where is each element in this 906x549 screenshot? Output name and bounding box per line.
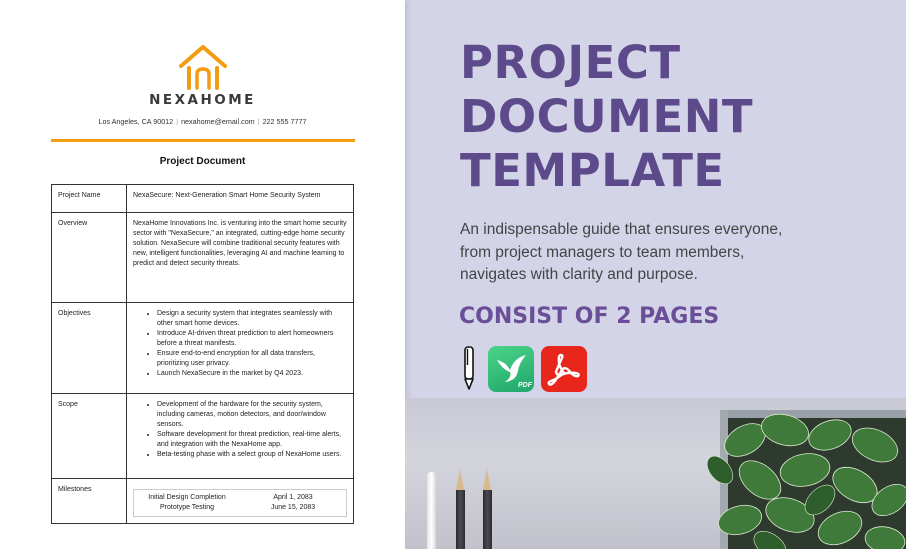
table-row — [52, 185, 354, 213]
list-item: • Software development for threat prediction, real-time alerts, and integration with the NexaHome app. — [157, 430, 347, 450]
table-row — [52, 213, 354, 303]
project-table — [51, 184, 354, 524]
project-name-value: NexaSecure: Next-Generation Smart Home Security System — [127, 185, 354, 213]
document-page — [0, 0, 405, 549]
scope-cell — [127, 394, 354, 479]
table-row — [52, 479, 354, 524]
pencil-decoration — [456, 490, 465, 549]
milestones-table — [133, 489, 347, 517]
milestone-row — [134, 503, 346, 513]
pencil-decoration — [483, 490, 492, 549]
row-label: Overview — [52, 213, 127, 303]
description-line: An indispensable guide that ensures everyone, — [460, 221, 783, 238]
milestone-row — [134, 493, 346, 503]
contact-phone: 222 555 7777 — [262, 117, 307, 126]
row-label: Objectives — [52, 303, 127, 394]
bird-icon — [488, 346, 534, 392]
promo-headline — [460, 36, 900, 198]
list-item: • Development of the hardware for the security system, including cameras, motion detectors, and door/window sensors. — [157, 400, 347, 430]
list-item: • Beta-testing phase with a select group of NexaHome users. — [157, 450, 347, 460]
description-line: from project managers to team members, — [460, 243, 745, 261]
divider: | — [257, 117, 260, 126]
milestones-cell — [127, 479, 354, 524]
page-count-label: CONSIST OF 2 PAGES — [459, 304, 720, 329]
divider: | — [176, 117, 179, 126]
white-pen-decoration — [427, 472, 436, 549]
row-label: Scope — [52, 394, 127, 479]
adobe-acrobat-icon[interactable] — [541, 346, 587, 392]
pen-icon — [460, 345, 478, 391]
list-item: • Introduce AI-driven threat prediction to alert homeowners before a threat manifests. — [157, 329, 347, 349]
overview-text: NexaHome Innovations Inc. is venturing into the smart home security sector with "NexaSecure," an integrated, cutting-edge home security solution. NexaSecure will combine traditional security features with new, intelligent functionalities, leveraging AI and machine learning to predict and detect security threats. — [127, 213, 354, 303]
contact-line — [0, 117, 405, 126]
acrobat-swirl-icon — [541, 346, 587, 392]
brand-name: NEXAHOME — [149, 92, 256, 108]
contact-email[interactable]: nexahome@email.com — [181, 117, 255, 126]
contact-city: Los Angeles, CA 90012 — [98, 117, 174, 126]
table-row — [52, 394, 354, 479]
list-item: • Launch NexaSecure in the market by Q4 2023. — [157, 369, 347, 379]
milestone-date: June 15, 2083 — [270, 503, 316, 511]
pdf-badge-label: PDF — [518, 382, 532, 389]
document-title: Project Document — [159, 156, 246, 167]
milestone-date: April 1, 2083 — [273, 494, 313, 501]
headline-line: DOCUMENT — [460, 90, 754, 143]
pencil-tip — [483, 469, 491, 490]
description-line: navigates with clarity and purpose. — [460, 266, 698, 283]
table-row — [52, 303, 354, 394]
row-label: Project Name — [52, 185, 127, 213]
row-label: Milestones — [52, 479, 127, 524]
list-item: • Design a security system that integrates seamlessly with other smart home devices. — [157, 309, 347, 329]
pdf-expert-icon[interactable] — [488, 346, 534, 392]
scope-list — [133, 400, 347, 460]
pencil-tip — [456, 469, 464, 490]
house-logo-icon — [176, 44, 230, 92]
objectives-cell — [127, 303, 354, 394]
plant-decoration — [690, 400, 906, 549]
milestone-name: Prototype Testing — [160, 503, 214, 511]
objectives-list — [133, 309, 347, 379]
headline-line: TEMPLATE — [460, 144, 725, 197]
header-divider — [51, 139, 355, 142]
headline-line: PROJECT — [460, 36, 681, 89]
promo-description — [460, 219, 890, 287]
list-item: • Ensure end-to-end encryption for all data transfers, prioritizing user privacy. — [157, 349, 347, 369]
milestone-name: Initial Design Completion — [148, 494, 226, 501]
